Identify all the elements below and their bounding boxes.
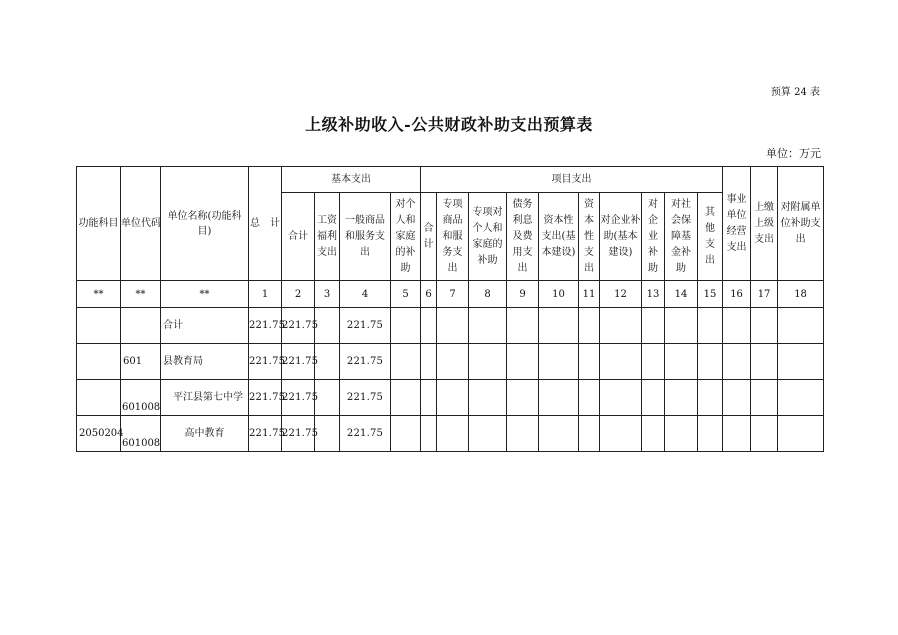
empty-cell bbox=[539, 380, 579, 416]
table-number: 预算 24 表 bbox=[770, 87, 820, 98]
header-business-expense bbox=[723, 167, 751, 281]
header-personal-family-text: 对个人和家庭的补助 bbox=[395, 198, 416, 274]
empty-cell bbox=[698, 308, 723, 344]
empty-cell bbox=[600, 344, 642, 380]
empty-cell bbox=[539, 416, 579, 452]
empty-cell bbox=[751, 344, 778, 380]
header-enterprise-text: 对企业补助 bbox=[648, 198, 658, 274]
header-special-personal bbox=[469, 193, 507, 281]
index-cell: 15 bbox=[698, 281, 723, 308]
budget-table bbox=[76, 166, 824, 452]
empty-cell bbox=[579, 344, 600, 380]
total-cell: 221.75 bbox=[249, 344, 282, 380]
index-cell: 8 bbox=[469, 281, 507, 308]
empty-cell bbox=[778, 380, 824, 416]
basic-total-cell: 221.75 bbox=[282, 344, 315, 380]
header-upper-payment-text: 上缴上级支出 bbox=[754, 201, 775, 245]
empty-cell bbox=[391, 380, 421, 416]
empty-cell bbox=[539, 344, 579, 380]
basic-total-cell: 221.75 bbox=[282, 380, 315, 416]
header-subsidiary-text: 对附属单位补助支出 bbox=[780, 201, 821, 245]
header-social-security-text: 对社会保障基金补助 bbox=[671, 198, 691, 274]
empty-cell bbox=[391, 344, 421, 380]
index-cell: ** bbox=[161, 281, 249, 308]
index-cell: 4 bbox=[340, 281, 391, 308]
empty-cell bbox=[665, 308, 698, 344]
unit-name-cell: 合计 bbox=[161, 308, 249, 344]
empty-cell bbox=[751, 380, 778, 416]
empty-cell bbox=[579, 416, 600, 452]
header-capital-text: 资本性支出 bbox=[584, 198, 594, 274]
empty-cell bbox=[751, 308, 778, 344]
salary-cell bbox=[315, 416, 340, 452]
header-debt-interest-text: 债务利息及费用支出 bbox=[512, 198, 533, 274]
func-subject-cell bbox=[77, 344, 121, 380]
index-cell: ** bbox=[121, 281, 161, 308]
unit-code-cell bbox=[121, 308, 161, 344]
header-special-goods-text: 专项商品和服务支出 bbox=[442, 198, 463, 274]
unit-label: 单位：万元 bbox=[766, 147, 821, 160]
header-unit-name: 单位名称(功能科目) bbox=[161, 167, 249, 281]
total-cell: 221.75 bbox=[249, 308, 282, 344]
empty-cell bbox=[665, 416, 698, 452]
empty-cell bbox=[665, 380, 698, 416]
index-cell: 11 bbox=[579, 281, 600, 308]
header-upper-payment bbox=[751, 167, 778, 281]
empty-cell bbox=[698, 344, 723, 380]
empty-cell bbox=[421, 416, 437, 452]
empty-cell bbox=[642, 308, 665, 344]
empty-cell bbox=[421, 380, 437, 416]
empty-cell bbox=[600, 308, 642, 344]
header-social-security bbox=[665, 193, 698, 281]
index-cell: 3 bbox=[315, 281, 340, 308]
index-cell: 14 bbox=[665, 281, 698, 308]
header-capital-basic-text: 资本性支出(基本建设) bbox=[541, 214, 576, 258]
header-special-goods bbox=[437, 193, 469, 281]
header-goods-services-text: 一般商品和服务支出 bbox=[345, 214, 385, 258]
empty-cell bbox=[507, 344, 539, 380]
index-cell: 13 bbox=[642, 281, 665, 308]
salary-cell bbox=[315, 380, 340, 416]
func-subject-cell: 2050204 bbox=[77, 416, 121, 452]
header-salary-text: 工资福利支出 bbox=[317, 214, 337, 258]
header-other bbox=[698, 193, 723, 281]
header-row-1 bbox=[77, 167, 824, 193]
table-row bbox=[77, 380, 824, 416]
table-row bbox=[77, 344, 824, 380]
basic-total-cell: 221.75 bbox=[282, 308, 315, 344]
unit-name-cell: 平江县第七中学 bbox=[161, 380, 249, 416]
header-special-personal-text: 专项对个人和家庭的补助 bbox=[472, 206, 503, 266]
header-basic-group: 基本支出 bbox=[282, 167, 421, 193]
empty-cell bbox=[507, 308, 539, 344]
empty-cell bbox=[642, 416, 665, 452]
header-business-expense-text: 事业单位经营支出 bbox=[726, 193, 747, 253]
header-goods-services bbox=[340, 193, 391, 281]
empty-cell bbox=[723, 380, 751, 416]
func-subject-cell bbox=[77, 380, 121, 416]
total-cell: 221.75 bbox=[249, 416, 282, 452]
empty-cell bbox=[778, 308, 824, 344]
empty-cell bbox=[469, 380, 507, 416]
empty-cell bbox=[698, 380, 723, 416]
index-cell: 10 bbox=[539, 281, 579, 308]
header-personal-family bbox=[391, 193, 421, 281]
empty-cell bbox=[469, 344, 507, 380]
basic-total-cell: 221.75 bbox=[282, 416, 315, 452]
goods-services-cell: 221.75 bbox=[340, 308, 391, 344]
salary-cell bbox=[315, 344, 340, 380]
empty-cell bbox=[421, 308, 437, 344]
unit-name-cell: 高中教育 bbox=[161, 416, 249, 452]
index-cell: 2 bbox=[282, 281, 315, 308]
table-row bbox=[77, 416, 824, 452]
header-enterprise-basic-text: 对企业补助(基本建设) bbox=[600, 214, 641, 258]
unit-name-cell: 县教育局 bbox=[161, 344, 249, 380]
header-total: 总 计 bbox=[249, 167, 282, 281]
header-proj-total bbox=[421, 193, 437, 281]
empty-cell bbox=[723, 308, 751, 344]
empty-cell bbox=[642, 380, 665, 416]
header-basic-total: 合计 bbox=[282, 193, 315, 281]
empty-cell bbox=[437, 308, 469, 344]
total-cell: 221.75 bbox=[249, 380, 282, 416]
header-capital-basic bbox=[539, 193, 579, 281]
index-cell: 9 bbox=[507, 281, 539, 308]
empty-cell bbox=[539, 308, 579, 344]
index-cell: 16 bbox=[723, 281, 751, 308]
header-debt-interest bbox=[507, 193, 539, 281]
empty-cell bbox=[437, 380, 469, 416]
header-subsidiary bbox=[778, 167, 824, 281]
unit-code-cell: 601 bbox=[121, 344, 161, 380]
index-cell: 5 bbox=[391, 281, 421, 308]
empty-cell bbox=[437, 344, 469, 380]
index-cell: ** bbox=[77, 281, 121, 308]
empty-cell bbox=[665, 344, 698, 380]
empty-cell bbox=[600, 380, 642, 416]
index-row bbox=[77, 281, 824, 308]
empty-cell bbox=[751, 416, 778, 452]
empty-cell bbox=[579, 308, 600, 344]
page-title: 上级补助收入-公共财政补助支出预算表 bbox=[305, 115, 593, 134]
empty-cell bbox=[391, 308, 421, 344]
header-salary bbox=[315, 193, 340, 281]
empty-cell bbox=[421, 344, 437, 380]
index-cell: 1 bbox=[249, 281, 282, 308]
goods-services-cell: 221.75 bbox=[340, 416, 391, 452]
header-unit-code-text: 单位代码 bbox=[121, 217, 161, 229]
empty-cell bbox=[469, 416, 507, 452]
empty-cell bbox=[642, 344, 665, 380]
empty-cell bbox=[778, 416, 824, 452]
empty-cell bbox=[579, 380, 600, 416]
header-capital bbox=[579, 193, 600, 281]
header-proj-total-text: 合计 bbox=[423, 222, 434, 250]
header-unit-code bbox=[121, 167, 161, 281]
index-cell: 17 bbox=[751, 281, 778, 308]
goods-services-cell: 221.75 bbox=[340, 380, 391, 416]
goods-services-cell: 221.75 bbox=[340, 344, 391, 380]
index-cell: 18 bbox=[778, 281, 824, 308]
header-func-subject: 功能科目 bbox=[77, 167, 121, 281]
empty-cell bbox=[391, 416, 421, 452]
salary-cell bbox=[315, 308, 340, 344]
header-enterprise-basic bbox=[600, 193, 642, 281]
index-cell: 7 bbox=[437, 281, 469, 308]
empty-cell bbox=[469, 308, 507, 344]
index-cell: 6 bbox=[421, 281, 437, 308]
empty-cell bbox=[723, 416, 751, 452]
index-cell: 12 bbox=[600, 281, 642, 308]
header-enterprise bbox=[642, 193, 665, 281]
empty-cell bbox=[698, 416, 723, 452]
func-subject-cell bbox=[77, 308, 121, 344]
header-other-text: 其他支出 bbox=[705, 206, 716, 266]
unit-code-cell: 601008 bbox=[121, 416, 161, 452]
empty-cell bbox=[507, 416, 539, 452]
empty-cell bbox=[437, 416, 469, 452]
unit-code-cell: 601008 bbox=[121, 380, 161, 416]
empty-cell bbox=[507, 380, 539, 416]
empty-cell bbox=[778, 344, 824, 380]
header-project-group: 项目支出 bbox=[421, 167, 723, 193]
table-row bbox=[77, 308, 824, 344]
empty-cell bbox=[723, 344, 751, 380]
empty-cell bbox=[600, 416, 642, 452]
